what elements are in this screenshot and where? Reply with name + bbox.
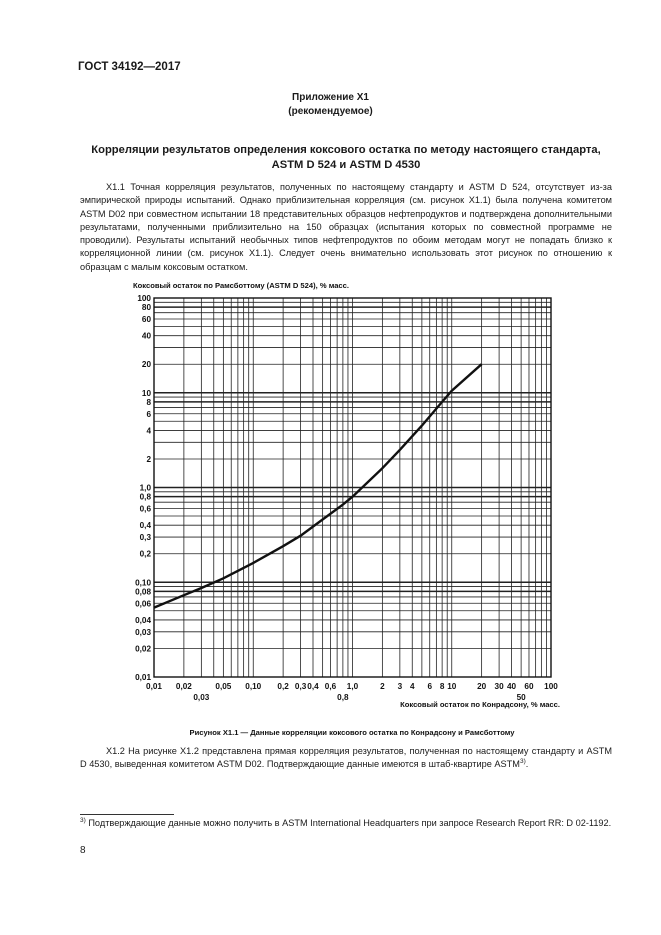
x-tick-label: 0,6 [324,682,337,691]
y-tick-label: 0,3 [139,533,151,543]
footnote [80,817,612,830]
page-number: 8 [80,845,86,856]
y-tick-label: 0,06 [135,599,151,609]
y-tick-label: 4 [146,426,151,436]
x-tick-label: 3 [397,682,403,691]
chart-y-ticks [135,294,151,682]
x-tick-label-secondary: 50 [516,693,526,702]
y-tick-label: 0,2 [139,549,151,559]
x-tick-label: 1,0 [346,682,359,691]
x-tick-label: 100 [544,682,558,691]
y-tick-label: 0,01 [135,673,151,682]
correlation-curve [154,364,482,607]
y-tick-label: 60 [141,315,151,325]
y-tick-label: 2 [146,454,151,464]
paragraph-x1-2-end: . [525,759,529,770]
y-tick-label: 0,8 [139,492,151,502]
y-tick-label: 0,03 [135,627,151,637]
y-tick-label: 6 [146,409,151,419]
footnote-reference: 3) [519,758,526,766]
document-header: ГОСТ 34192—2017 [78,61,181,73]
x-tick-label: 30 [494,682,504,691]
x-tick-label: 6 [427,682,433,691]
x-tick-label: 0,01 [146,682,162,691]
section-title-line2: ASTM D 524 и ASTM D 4530 [271,159,421,171]
y-tick-label: 10 [141,388,151,398]
y-tick-label: 0,4 [139,521,151,531]
chart-x-ticks [146,682,558,702]
x-tick-label: 0,2 [277,682,289,691]
footnote-separator [80,814,174,815]
x-tick-label: 0,05 [215,682,232,691]
x-tick-label: 0,4 [307,682,319,691]
chart-x-axis-label: Коксовый остаток по Конрадсону, % масс. [400,700,560,709]
paragraph-x1-2 [80,745,612,772]
x-tick-label: 60 [524,682,534,691]
footnote-text: Подтверждающие данные можно получить в ASTM International Headquarters при запросе Research Report RR: D 02-1192. [85,818,612,828]
figure-caption: Рисунок X1.1 — Данные корреляции коксового остатка по Конрадсону и Рамсботтому [189,728,515,737]
x-tick-label: 8 [439,682,445,691]
annex-subtitle: (рекомендуемое) [288,106,373,117]
section-title-line1: Корреляции результатов определения коксового остатка по методу настоящего стандарта, [91,144,601,156]
x-tick-label: 40 [506,682,517,691]
x-tick-label-secondary: 0,03 [193,693,210,702]
y-tick-label: 1,0 [139,483,151,493]
y-tick-label: 100 [137,294,151,303]
x-tick-label: 0,3 [294,682,307,691]
x-tick-label: 2 [380,682,385,691]
y-tick-label: 0,6 [139,504,151,514]
chart-y-axis-label: Коксовый остаток по Рамсботтому (ASTM D 524), % масс. [133,281,349,290]
y-tick-label: 80 [141,303,151,313]
x-tick-label-secondary: 0,8 [337,693,349,702]
x-tick-label: 0,02 [175,682,192,691]
x-tick-label: 4 [409,682,415,691]
annex-title: Приложение Х1 [292,92,369,103]
y-tick-label: 8 [146,397,151,407]
y-tick-label: 0,10 [135,578,151,588]
y-tick-label: 0,04 [135,615,151,625]
y-tick-label: 40 [141,331,151,341]
x-tick-label: 0,10 [245,682,262,691]
x-tick-label: 10 [447,682,457,691]
footnote-mark: 3) [80,816,86,824]
paragraph-x1-2-text: X1.2 На рисунке X1.2 представлена прямая корреляция результатов, полученная по настоящему стандарту и ASTM D 4530, выведенная комитетом ASTM D02. Подтверждающие данные имеются в штаб-квартире ASTM [80,746,612,770]
y-tick-label: 0,08 [135,587,151,597]
y-tick-label: 20 [141,360,151,370]
x-tick-label: 20 [477,682,487,691]
paragraph-x1-1-text: X1.1 Точная корреляция результатов, полученных по настоящему стандарту и ASTM D 524, отсутствует из-за эмпирической природы испытаний. Однако приблизительная корреляция (см. рисунок X1.1) была получена комитетом ASTM D02 при совместном испытании 18 представительных образцов нефтепродуктов и подтверждена дополнительными результатами, полученными приблизительно на 150 образцах (испытания которых по совместной программе не проводили). Результаты испытаний необычных типов нефтепродуктов по обоим методам могут не попадать близко к корреляционной линии (см. рисунок X1.1). Следует очень внимательно использовать этот рисунок по отношению к образцам с малым коксовым остатком. [80,182,612,272]
chart-grid [154,298,551,677]
y-tick-label: 0,02 [135,644,151,654]
